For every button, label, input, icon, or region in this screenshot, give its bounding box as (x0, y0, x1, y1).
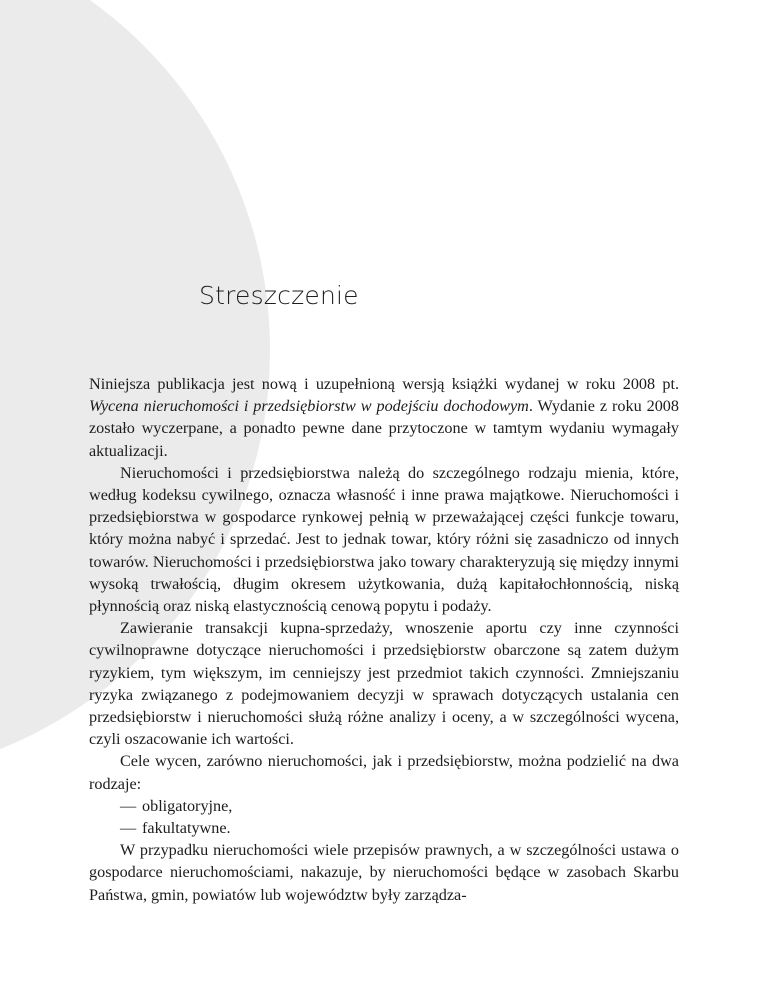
dash-bullet: — (120, 819, 137, 838)
chapter-title: Streszczenie (199, 281, 359, 310)
paragraph-valuation-goals: Cele wycen, zarówno nieruchomości, jak i przedsiębiorstw, można podzielić na dwa rodzaje: (89, 752, 679, 793)
body-text (89, 373, 679, 906)
book-title-italic: Wycena nieruchomości i przedsiębiorstw w podejściu dochodowym (89, 397, 529, 416)
paragraph-property-nature: Nieruchomości i przedsiębiorstwa należą do szczególnego rodzaju mienia, które, według kodeksu cywilnego, oznacza własność i inne prawa majątkowe. Nieruchomości i przedsiębiorstwa w gospodarce rynkowej pełnią w przeważającej części funkcje towaru, który można nabyć i sprzedać. Jest to jednak towar, który różni się zasadniczo od innych towarów. Nieruchomości i przedsiębiorstwa jako towary charakteryzują się między innymi wysoką trwałością, długim okresem użytkowania, dużą kapitałochłonnością, niską płynnością oraz niską elastycznością cenową popytu i podaży. (89, 463, 679, 616)
list-item: — obligatoryjne, (89, 795, 679, 817)
paragraph-legal-requirements: W przypadku nieruchomości wiele przepisów prawnych, a w szczególności ustawa o gospodarce nieruchomościami, nakazuje, by nieruchomości będące w zasobach Skarbu Państwa, gmin, powiatów lub województw były zarządza- (89, 841, 679, 904)
dash-bullet: — (120, 796, 137, 815)
list-item: — fakultatywne. (89, 817, 679, 839)
paragraph-intro: Niniejsza publikacja jest nową i uzupełnioną wersją książki wydanej w roku 2008 pt. Wycena nieruchomości i przedsiębiorstw w podejściu dochodowym. Wydanie z roku 2008 zostało wyczerpane, a ponadto pewne dane przytoczone w tamtym wydaniu wymagały aktualizacji. (89, 375, 679, 460)
paragraph-transaction-risk: Zawieranie transakcji kupna-sprzedaży, wnoszenie aportu czy inne czynności cywilnoprawne dotyczące nieruchomości i przedsiębiorstw obarczone są zatem dużym ryzykiem, tym większym, im cenniejszy jest przedmiot takich czynności. Zmniejszaniu ryzyka związanego z podejmowaniem decyzji w sprawach dotyczących ustalania cen przedsiębiorstw i nieruchomości służą różne analizy i oceny, a w szczególności wycena, czyli oszacowanie ich wartości. (89, 619, 679, 749)
